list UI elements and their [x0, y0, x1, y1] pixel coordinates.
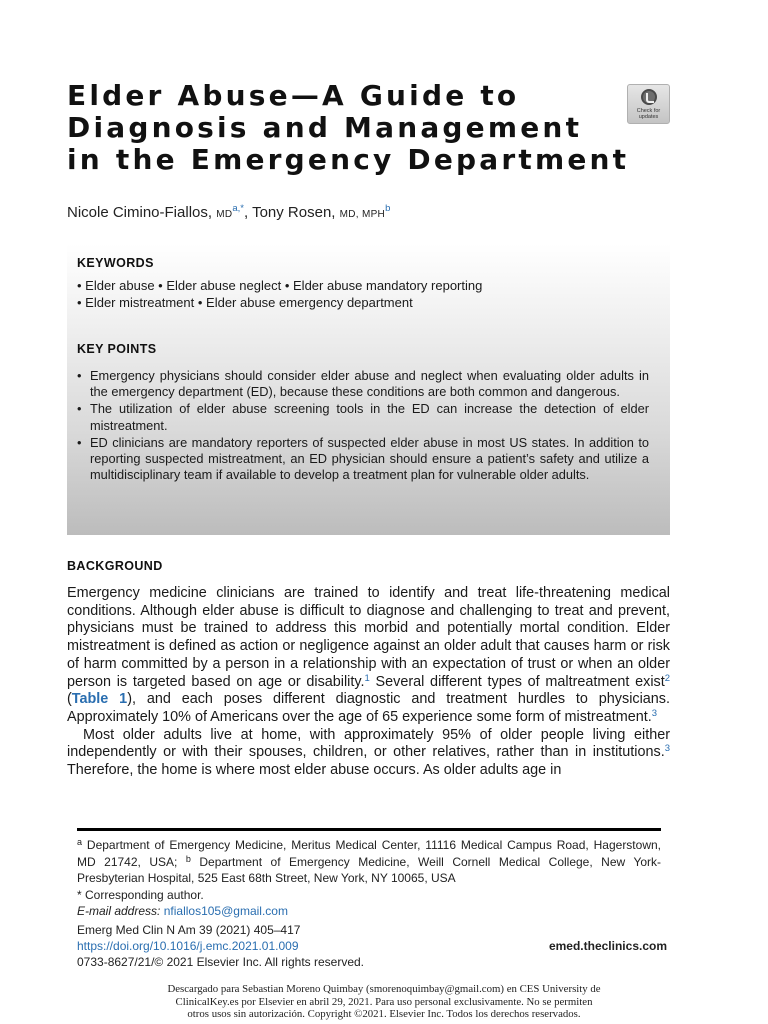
text-run: Therefore, the home is where most elder abuse occurs. As older adults age in — [67, 762, 562, 779]
email-link[interactable]: nfiallos105@gmail.com — [163, 904, 288, 918]
key-point-item: • Emergency physicians should consider elder abuse and neglect when evaluating older adults in the emergency department (ED), because these conditions are both common and dangerous. — [77, 368, 649, 400]
key-point-item: • The utilization of elder abuse screening tools in the ED can increase the detection of elder mistreatment. — [77, 401, 649, 433]
text-run: ( — [67, 691, 72, 708]
author-affiliation-mark[interactable]: a,* — [232, 203, 244, 214]
background-body — [67, 585, 670, 780]
keywords-heading: KEYWORDS — [77, 256, 154, 270]
badge-text: updates — [638, 114, 659, 120]
author-credentials: MD, MPH — [339, 209, 386, 220]
check-updates-icon — [641, 89, 657, 105]
text-run: Most older adults live at home, with approximately 95% of older people living either independently or with their spouses, children, or other relatives, rather than in institutions. — [67, 726, 670, 761]
title-line: Diagnosis and Management — [67, 111, 583, 144]
author-name: Tony Rosen, — [252, 204, 336, 221]
copyright-line: 0733-8627/21/© 2021 Elsevier Inc. All rights reserved. — [77, 955, 365, 969]
author-separator: , — [244, 204, 249, 221]
text-run: ), and each poses different diagnostic and treatment hurdles to physicians. Approximately 10% of Americans over the age of 65 experience some form of mistreatment. — [67, 691, 670, 725]
keywords-keypoints-box — [67, 244, 670, 535]
notice-line: otros usos sin autorización. Copyright ©2021. Elsevier Inc. Todos los derechos reservados. — [187, 1008, 581, 1021]
email-line — [77, 903, 661, 920]
reference-link[interactable]: 3 — [664, 743, 670, 755]
author-line — [67, 204, 390, 221]
affiliations — [77, 837, 661, 887]
background-heading: BACKGROUND — [67, 559, 163, 573]
check-for-updates-badge[interactable] — [627, 84, 670, 124]
paragraph — [67, 727, 670, 780]
title-line: in the Emergency Department — [67, 143, 630, 176]
paragraph — [67, 585, 670, 727]
affiliation-mark: a — [77, 837, 83, 847]
key-points-list — [77, 368, 649, 484]
site-link[interactable]: emed.theclinics.com — [548, 939, 667, 953]
author-affiliation-mark[interactable]: b — [385, 203, 391, 214]
notice-line: ClinicalKey.es por Elsevier en abril 29, 2021. Para uso personal exclusivamente. No se permiten — [175, 995, 593, 1008]
journal-citation: Emerg Med Clin N Am 39 (2021) 405–417 — [77, 923, 301, 937]
title-line: Elder Abuse—A Guide to — [67, 79, 520, 112]
affiliation-text: Department of Emergency Medicine, Weill Cornell Medical College, New York-Presbyterian Hospital, 525 East 68th Street, New York, NY 10065, USA — [77, 854, 662, 885]
keywords-line: • Elder abuse • Elder abuse neglect • Elder abuse mandatory reporting — [77, 278, 483, 293]
reference-link[interactable]: 3 — [651, 707, 657, 719]
affiliation-text: Department of Emergency Medicine, Meritus Medical Center, 11116 Medical Campus Road, Hagerstown, MD 21742, USA; — [77, 838, 661, 869]
corresponding-author: * Corresponding author. — [77, 887, 204, 902]
email-label: E-mail address: — [77, 904, 161, 918]
article-title — [67, 79, 630, 176]
footnote-divider — [77, 828, 661, 831]
author-credentials: MD — [216, 209, 233, 220]
reference-link[interactable]: 1 — [364, 672, 370, 684]
notice-line: Descargado para Sebastian Moreno Quimbay (smorenoquimbay@gmail.com) en CES University de — [167, 983, 601, 995]
reference-link[interactable]: 2 — [664, 672, 671, 684]
badge-text: Check for — [636, 108, 661, 114]
text-run: Emergency medicine clinicians are trained to identify and treat life-threatening medical conditions. Although elder abuse is difficult to diagnose and challenging to treat and prevent, physicians must be trained to address this morbid and potentially mortal condition. Elder mistreatment is defined as action or negligence against an older adult that causes harm or risk of harm committed by a person in a relationship with an expectation of trust or when an older person is targeted based on age or disability. — [67, 585, 670, 690]
text-run: Several different types of maltreatment exist — [369, 673, 665, 690]
affiliation-mark: b — [185, 853, 191, 864]
key-points-heading: KEY POINTS — [77, 342, 157, 356]
author-name: Nicole Cimino-Fiallos, — [67, 204, 213, 221]
doi-row — [77, 938, 667, 954]
download-notice — [100, 983, 668, 1021]
table-link[interactable]: Table 1 — [71, 691, 128, 708]
doi-link[interactable]: https://doi.org/10.1016/j.emc.2021.01.009 — [77, 939, 299, 953]
keywords-line: • Elder mistreatment • Elder abuse emergency department — [77, 295, 413, 310]
footnotes — [77, 837, 661, 920]
key-point-item: • ED clinicians are mandatory reporters of suspected elder abuse in most US states. In addition to reporting suspected mistreatment, an ED physician should ensure a patient’s safety and utilize a multidisciplinary team if available to develop a treatment plan for vulnerable older adults. — [77, 435, 649, 484]
